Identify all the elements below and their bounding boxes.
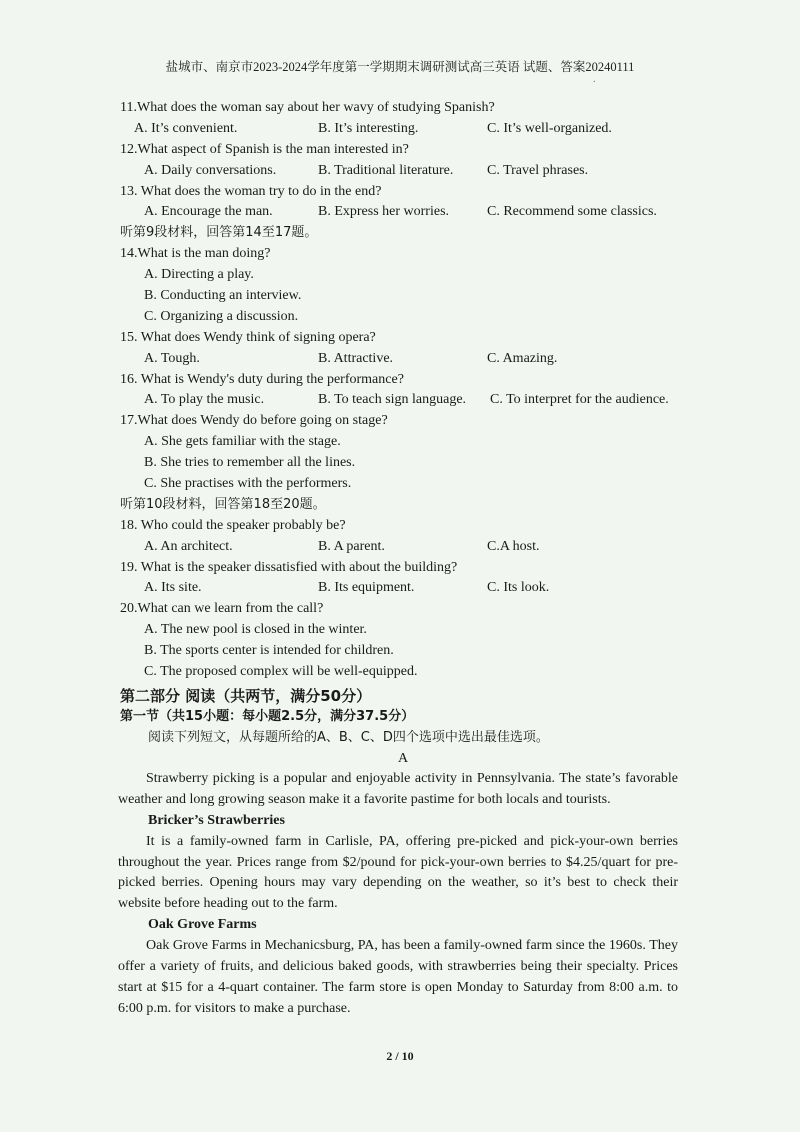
option: C. The proposed complex will be well-equipped.: [144, 664, 418, 680]
option: C. Organizing a discussion.: [144, 308, 299, 324]
option: C. It’s well-organized.: [487, 120, 612, 136]
page-header: 盐城市、南京市2023-2024学年度第一学期期末调研测试高三英语 试题、答案20240111: [165, 60, 635, 74]
farm-name: Oak Grove Farms: [148, 917, 257, 933]
option: B. A parent.: [318, 538, 385, 554]
passage-intro: Strawberry picking is a popular and enjoyable activity in Pennsylvania. The state’s favorable weather and long growing season make it a favorite pastime for both locals and tourists.: [118, 770, 678, 807]
question-stem: 18. Who could the speaker probably be?: [120, 517, 346, 533]
question-stem: 13. What does the woman try to do in the end?: [120, 183, 382, 199]
option: B. She tries to remember all the lines.: [144, 455, 356, 471]
passage-label: A: [397, 750, 409, 766]
part-title: 第二部分 阅读（共两节，满分50分）: [120, 686, 372, 705]
option: C. Amazing.: [487, 350, 558, 366]
option: B. Its equipment.: [318, 580, 415, 596]
option-row: [120, 390, 686, 411]
option: A. Directing a play.: [144, 267, 254, 283]
option: B. The sports center is intended for children.: [144, 643, 394, 659]
option: A. She gets familiar with the stage.: [144, 434, 341, 450]
page-content: [120, 98, 686, 1020]
option: C. Recommend some classics.: [487, 204, 657, 220]
option: C.A host.: [487, 538, 540, 554]
option: A. An architect.: [144, 538, 233, 554]
option: B. Express her worries.: [318, 204, 450, 220]
option-row: [120, 161, 686, 182]
option: C. Its look.: [487, 580, 550, 596]
section-instruction: 听第10段材料，回答第18至20题。: [120, 496, 326, 512]
option: B. Attractive.: [318, 350, 394, 366]
question-stem: 17.What does Wendy do before going on stage?: [120, 413, 388, 429]
question-stem: 15. What does Wendy think of signing opera?: [120, 329, 376, 345]
option: C. To interpret for the audience.: [490, 392, 669, 408]
option-row: [120, 119, 686, 140]
option: B. It’s interesting.: [318, 120, 419, 136]
question-stem: 11.What does the woman say about her wavy of studying Spanish?: [120, 100, 495, 115]
farm-name: Bricker’s Strawberries: [148, 812, 285, 828]
option: A. The new pool is closed in the winter.: [144, 622, 367, 638]
option-row: [120, 202, 686, 223]
option: A. Tough.: [144, 350, 200, 366]
option: A. It’s convenient.: [134, 120, 238, 136]
option: A. Daily conversations.: [144, 162, 277, 178]
section-instruction: 听第9段材料，回答第14至17题。: [120, 225, 318, 241]
option-row: [120, 537, 686, 558]
option: B. To teach sign language.: [318, 392, 467, 408]
section-title: 第一节（共15小题：每小题2.5分，满分37.5分）: [120, 708, 415, 724]
farm-description: It is a family-owned farm in Carlisle, PA, offering pre-picked and pick-your-own berries throughout the year. Prices range from $2/pound for pick-your-own berries to $4.25/quart for pre-picked berries. Opening hours may vary depending on the weather, so it’s best to check their website before heading out to the farm.: [118, 833, 678, 912]
question-stem: 19. What is the speaker dissatisfied with about the building?: [120, 559, 458, 575]
header-mark: .: [593, 74, 596, 85]
question-stem: 12.What aspect of Spanish is the man interested in?: [120, 141, 409, 157]
question-stem: 16. What is Wendy's duty during the performance?: [120, 371, 404, 387]
option: C. She practises with the performers.: [144, 476, 352, 492]
option: A. To play the music.: [144, 392, 265, 408]
farm-description: Oak Grove Farms in Mechanicsburg, PA, has been a family-owned farm since the 1960s. They offer a variety of fruits, and delicious baked goods, with strawberries being their specialty. Prices start at $15 for a 4-quart container. The farm store is open Monday to Saturday from 8:00 a.m. to 6:00 p.m. for visitors to make a purchase.: [118, 938, 678, 1016]
question-stem: 20.What can we learn from the call?: [120, 601, 324, 617]
option: B. Conducting an interview.: [144, 288, 302, 304]
option: C. Travel phrases.: [487, 162, 589, 178]
option: B. Traditional literature.: [318, 162, 454, 178]
option: A. Its site.: [144, 580, 202, 596]
reading-instruction: 阅读下列短文，从每题所给的A、B、C、D四个选项中选出最佳选项。: [148, 729, 549, 745]
option-row: [120, 578, 686, 599]
page-number: 2 / 10: [386, 1049, 414, 1063]
option-row: [120, 349, 686, 370]
question-stem: 14.What is the man doing?: [120, 246, 271, 262]
option: A. Encourage the man.: [144, 204, 273, 220]
